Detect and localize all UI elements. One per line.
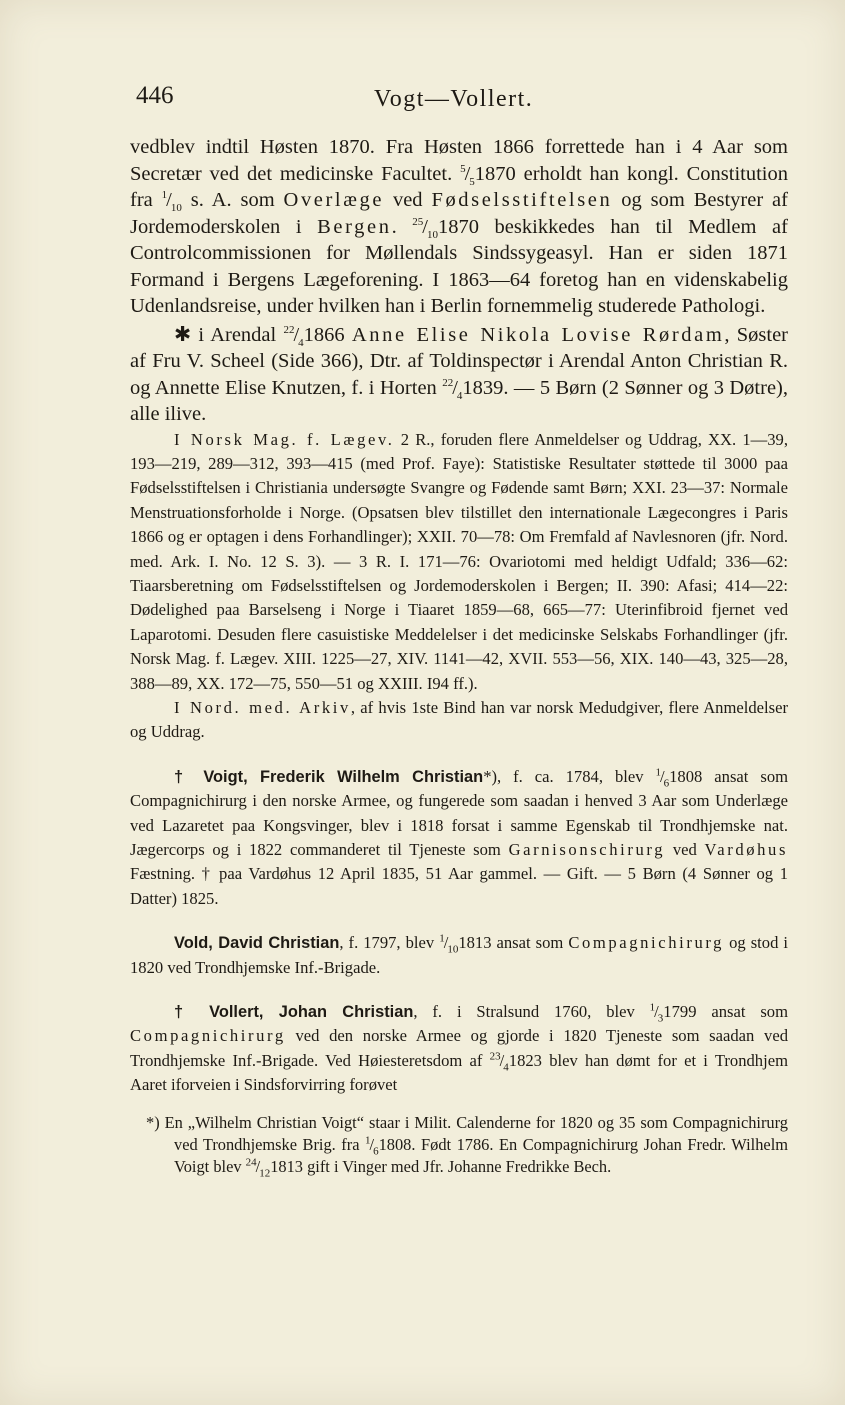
footnote [130, 1112, 788, 1179]
fraction-denominator: 10 [426, 228, 438, 241]
entry-vollert-johan [130, 1000, 788, 1098]
text-segment: og stod i 1820 ved Trondhjemske Inf.-Brigade. [130, 933, 788, 977]
text-segment: , f. i Stralsund 1760, blev [413, 1002, 650, 1022]
text-segment: ved den norske Armee og gjorde i 1820 Tjeneste som saadan ved Trondhjemske Inf.-Brigade. Ved Høiesteretsdom af [130, 1026, 788, 1070]
fraction-denominator: 6 [373, 1145, 379, 1158]
paragraph-publications [130, 428, 788, 696]
fraction-numerator: 1 [365, 1134, 371, 1147]
entry-voigt-frederik [130, 765, 788, 911]
footnote-separator [130, 1098, 788, 1112]
fraction-numerator: 23 [489, 1050, 501, 1063]
fraction-denominator: 4 [298, 336, 304, 349]
text-segment: , f. 1797, blev [339, 933, 440, 953]
fraction-denominator: 10 [170, 202, 182, 215]
fraction-numerator: 1 [649, 1001, 656, 1014]
fraction-slash: / [452, 376, 458, 399]
fraction-denominator: 5 [469, 175, 475, 188]
fraction-denominator: 12 [259, 1167, 271, 1180]
text-segment: s. A. som [181, 189, 284, 211]
fraction-slash: / [654, 1002, 659, 1022]
text-segment: 1799 ansat som [663, 1002, 788, 1022]
text-segment: ved [384, 189, 432, 211]
fraction-numerator: 25 [412, 215, 424, 228]
fraction-numerator: 22 [442, 376, 454, 389]
spaced-term: Vardøhus [704, 840, 788, 859]
fraction-slash: / [255, 1157, 261, 1177]
page-header [136, 82, 786, 116]
text-segment: . [391, 215, 413, 238]
text-segment: , Søster af Fru V. Scheel (Side 366), Dtr. af Toldinspectør i Arendal Anton Christian R. og Annette Elise Knutzen, f. i Horten [130, 323, 789, 399]
fraction-numerator: 5 [460, 162, 466, 175]
fraction-denominator: 4 [456, 389, 463, 402]
spaced-term: I Norsk Mag. f. Lægev. [174, 429, 395, 449]
page-body [130, 134, 788, 1179]
text-segment: 1813 gift i Vinger med Jfr. Johanne Fredrikke Bech. [270, 1157, 612, 1177]
text-segment: vedblev indtil Høsten 1870. Fra Høsten 1866 forrettede han i 4 Aar som Secretær ved det medicinske Facultet. [130, 136, 788, 185]
spaced-term: Compagnichirurg [130, 1026, 286, 1046]
fraction-numerator: 1 [161, 189, 168, 202]
text-segment: ✱ i Arendal [174, 323, 284, 346]
spaced-term: Bergen [317, 215, 392, 238]
spaced-term: Compagnichirurg [568, 933, 725, 953]
entry-name: † Voigt, Frederik Wilhelm Christian [174, 767, 484, 786]
entry-name: Vold, David Christian [174, 934, 340, 953]
text-segment: 1813 ansat som [458, 933, 569, 953]
fraction-denominator: 6 [663, 777, 670, 790]
fraction-slash: / [166, 189, 172, 211]
fraction-slash: / [464, 162, 471, 185]
text-segment: 2 R., foruden flere Anmeldelser og Uddrag, XX. 1—39, 193—219, 289—312, 393—415 (med Prof. Faye): Statistiske Resultater støttede til 3000 paa Fødselsstiftelsen i Christiania undersøgte Svangre og Fødende samt Børn; XXI. 23—37: Normale Menstruationsforholde i Norge. (Opsatsen blev tilstillet den internationale Lægecongres i Paris 1866 og er optagen i dens Forhandlinger); XXII. 70—78: Om Fremfald af Navlesnoren (jfr. Nord. med. Ark. I. No. 12 S. 3). — 3 R. I. 171—76: Ovariotomi med heldigt Udfald; 336—62: Tiaarsberetning om Fødselsstiftelsen og Jordemoderskolen i Bergen; II. 390: Afasi; 414—22: Dødelighed paa Barselseng i Norge i Tiaaret 1859—68, 665—77: Uterinfibroid fjernet ved Laparotomi. Desuden flere casuistiske Meddelelser i det medicinske Selskabs Forhandlinger (jfr. Norsk Mag. f. Lægev. XIII. 1225—27, XIV. 1141—42, XVII. 553—56, XIX. 140—43, 325—28, 388—89, XX. 172—75, 550—51 og XXIII. I94 ff.). [130, 429, 788, 693]
fraction-denominator: 10 [447, 943, 459, 956]
text-segment: 1823 blev han dømt for et i Trondhjem Aaret iforveien i Sindsforvirring forøvet [130, 1050, 788, 1095]
fraction-slash: / [422, 215, 428, 238]
fraction-numerator: 22 [283, 323, 295, 336]
fraction-numerator: 24 [245, 1157, 257, 1169]
fraction-slash: / [293, 323, 300, 346]
fraction-numerator: 1 [655, 766, 661, 779]
text-segment: Fæstning. † paa Vardøhus 12 April 1835, 51 Aar gammel. — Gift. — 5 Børn (4 Sønner og 1 Datter) 1825. [130, 864, 788, 908]
text-segment: 1870 beskikkedes han til Medlem af Controlcommissionen for Møllendals Sindssygeasyl. Han er siden 1871 Formand i Bergens Lægeforening. I 1863—64 foretog han en videnskabelig Udenlandsreise, under hvilken han i Berlin fornemmelig studerede Pathologi. [130, 215, 788, 317]
fraction-denominator: 4 [503, 1061, 509, 1074]
spaced-term: I Nord. med. Arkiv [174, 697, 351, 717]
fraction-denominator: 3 [657, 1012, 664, 1025]
text-segment: 1866 [303, 323, 352, 346]
fraction-slash: / [369, 1135, 375, 1155]
entry-vold-david [130, 931, 788, 980]
fraction-slash: / [443, 933, 449, 953]
text-segment: 1808 ansat som Compagnichirurg i den norske Armee, og fungerede som saadan i henved 3 Aar som Underlæge ved Lazaretet paa Kongsvinger, blev i 1818 forsat i samme Egenskab til Trondhjemske nat. Jægercorps og i 1822 commanderet til Tjeneste som [130, 766, 789, 859]
spaced-term: Garnisonschirurg [508, 840, 666, 859]
text-segment: *) En „Wilhelm Christian Voigt“ staar i Milit. Calenderne for 1820 og 35 som Compagnichirurg ved Trondhjemske Brig. fra [146, 1112, 788, 1155]
spaced-term: Fødselsstiftelsen [431, 189, 613, 211]
paragraph-nord-med-arkiv [130, 696, 788, 745]
text-segment: 1870 erholdt han kongl. Constitution fra [130, 162, 788, 211]
paragraph-marriage [130, 322, 788, 428]
text-segment: *), f. ca. 1784, blev [483, 766, 656, 786]
text-segment: , af hvis 1ste Bind han var norsk Medudgiver, flere Anmeldelser og Uddrag. [130, 697, 788, 742]
spaced-term: Overlæge [283, 189, 385, 211]
page-number: 446 [136, 82, 174, 109]
spaced-term: Anne Elise Nikola Lovise Rørdam [351, 323, 725, 346]
running-title: Vogt—Vollert. [374, 86, 534, 112]
text-segment: 1808. Født 1786. En Compagnichirurg Johan Fredr. Wilhelm Voigt blev [174, 1135, 788, 1177]
fraction-slash: / [660, 766, 665, 786]
text-segment: og som Bestyrer af Jordemoderskolen i [130, 189, 788, 238]
text-segment: ved [665, 840, 705, 859]
paragraph-career [130, 134, 788, 320]
fraction-slash: / [499, 1050, 505, 1070]
fraction-numerator: 1 [439, 932, 445, 945]
entry-name: † Vollert, Johan Christian [174, 1003, 414, 1022]
text-segment: 1839. — 5 Børn (2 Sønner og 3 Døtre), alle ilive. [130, 376, 789, 425]
